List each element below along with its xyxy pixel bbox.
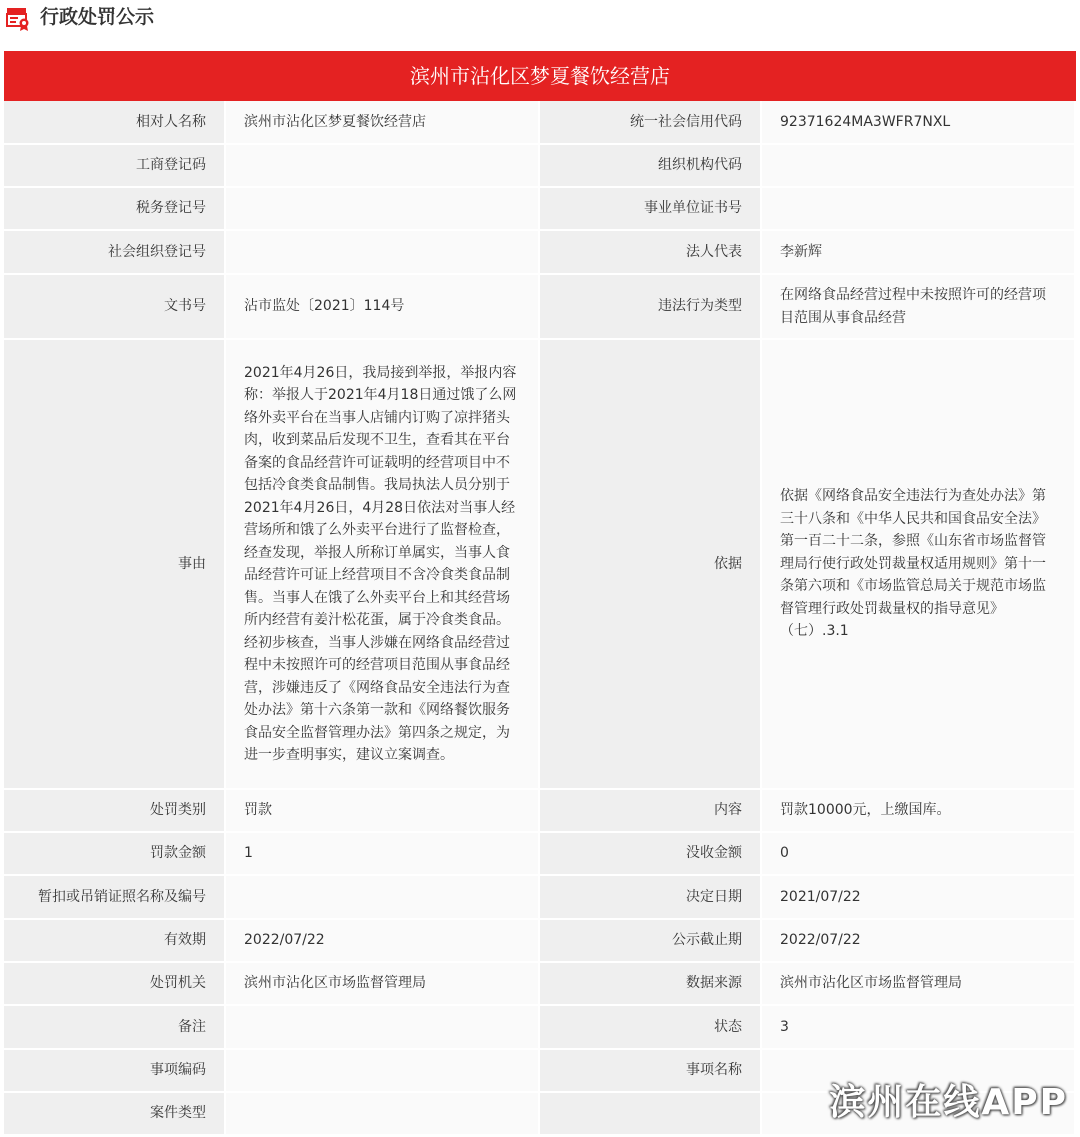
table-row [4, 790, 1076, 833]
field-label: 内容 [540, 790, 762, 833]
field-value: 2022/07/22 [762, 920, 1076, 963]
field-label: 依据 [540, 340, 762, 790]
table-row [4, 963, 1076, 1006]
field-value: 李新辉 [762, 231, 1076, 275]
field-label: 备注 [4, 1006, 226, 1050]
field-label: 文书号 [4, 275, 226, 340]
field-value: 3 [762, 1006, 1076, 1050]
watermark-text: 滨州在线APP [829, 1082, 1068, 1123]
field-label: 事业单位证书号 [540, 188, 762, 231]
field-label: 状态 [540, 1006, 762, 1050]
table-row [4, 188, 1076, 231]
page-header [0, 0, 1080, 36]
field-value: 1 [226, 833, 540, 876]
table-row [4, 231, 1076, 275]
table-row [4, 101, 1076, 145]
field-value: 滨州市沾化区市场监督管理局 [762, 963, 1076, 1006]
field-value [226, 1006, 540, 1050]
record-title-bar [4, 51, 1076, 101]
page-title: 行政处罚公示 [40, 6, 155, 28]
field-label: 案件类型 [4, 1093, 226, 1136]
field-label: 罚款金额 [4, 833, 226, 876]
field-value [226, 145, 540, 188]
field-label: 社会组织登记号 [4, 231, 226, 275]
field-label: 法人代表 [540, 231, 762, 275]
table-row [4, 920, 1076, 963]
field-label: 事项编码 [4, 1050, 226, 1093]
field-label: 数据来源 [540, 963, 762, 1006]
field-label: 工商登记码 [4, 145, 226, 188]
field-value: 沾市监处〔2021〕114号 [226, 275, 540, 340]
field-value [226, 188, 540, 231]
field-label: 统一社会信用代码 [540, 101, 762, 145]
field-value [762, 188, 1076, 231]
table-row [4, 340, 1076, 790]
table-row [4, 833, 1076, 876]
field-value: 滨州市沾化区市场监督管理局 [226, 963, 540, 1006]
document-seal-icon [6, 7, 32, 31]
field-value: 罚款10000元，上缴国库。 [762, 790, 1076, 833]
field-label: 没收金额 [540, 833, 762, 876]
field-value: 在网络食品经营过程中未按照许可的经营项目范围从事食品经营 [762, 275, 1076, 340]
field-label: 有效期 [4, 920, 226, 963]
field-label: 决定日期 [540, 876, 762, 920]
field-value [226, 231, 540, 275]
field-value: 0 [762, 833, 1076, 876]
field-label: 处罚类别 [4, 790, 226, 833]
field-label: 税务登记号 [4, 188, 226, 231]
table-row [4, 275, 1076, 340]
field-value: 2021/07/22 [762, 876, 1076, 920]
field-label: 违法行为类型 [540, 275, 762, 340]
field-label: 处罚机关 [4, 963, 226, 1006]
field-value: 依据《网络食品安全违法行为查处办法》第三十八条和《中华人民共和国食品安全法》第一百二十二条，参照《山东省市场监督管理局行使行政处罚裁量权适用规则》第十一条第六项和《市场监管总局关于规范市场监督管理行政处罚裁量权的指导意见》（七）.3.1 [762, 340, 1076, 790]
penalty-info-table [4, 101, 1076, 1136]
field-value: 滨州市沾化区梦夏餐饮经营店 [226, 101, 540, 145]
field-label: 事项名称 [540, 1050, 762, 1093]
field-label: 公示截止期 [540, 920, 762, 963]
field-value [226, 876, 540, 920]
field-value [762, 145, 1076, 188]
field-value [226, 1093, 540, 1136]
field-label [540, 1093, 762, 1136]
record-title: 滨州市沾化区梦夏餐饮经营店 [410, 64, 670, 88]
field-label: 相对人名称 [4, 101, 226, 145]
field-value: 92371624MA3WFR7NXL [762, 101, 1076, 145]
field-value: 2022/07/22 [226, 920, 540, 963]
table-row [4, 876, 1076, 920]
table-row [4, 1006, 1076, 1050]
field-label: 事由 [4, 340, 226, 790]
field-label: 暂扣或吊销证照名称及编号 [4, 876, 226, 920]
table-row [4, 145, 1076, 188]
field-value: 2021年4月26日，我局接到举报，举报内容称：举报人于2021年4月18日通过饿了么网络外卖平台在当事人店铺内订购了凉拌猪头肉，收到菜品后发现不卫生，查看其在平台备案的食品经营许可证载明的经营项目中不包括冷食类食品制售。我局执法人员分别于2021年4月26日，4月28日依法对当事人经营场所和饿了么外卖平台进行了监督检查，经查发现，举报人所称订单属实，当事人食品经营许可证上经营项目不含冷食类食品制售。当事人在饿了么外卖平台上和其经营场所内经营有姜汁松花蛋，属于冷食类食品。经初步核查，当事人涉嫌在网络食品经营过程中未按照许可的经营项目范围从事食品经营，涉嫌违反了《网络食品安全违法行为查处办法》第十六条第一款和《网络餐饮服务食品安全监督管理办法》第四条之规定，为进一步查明事实，建议立案调查。 [226, 340, 540, 790]
field-label: 组织机构代码 [540, 145, 762, 188]
field-value: 罚款 [226, 790, 540, 833]
field-value [226, 1050, 540, 1093]
watermark [822, 1071, 1072, 1131]
